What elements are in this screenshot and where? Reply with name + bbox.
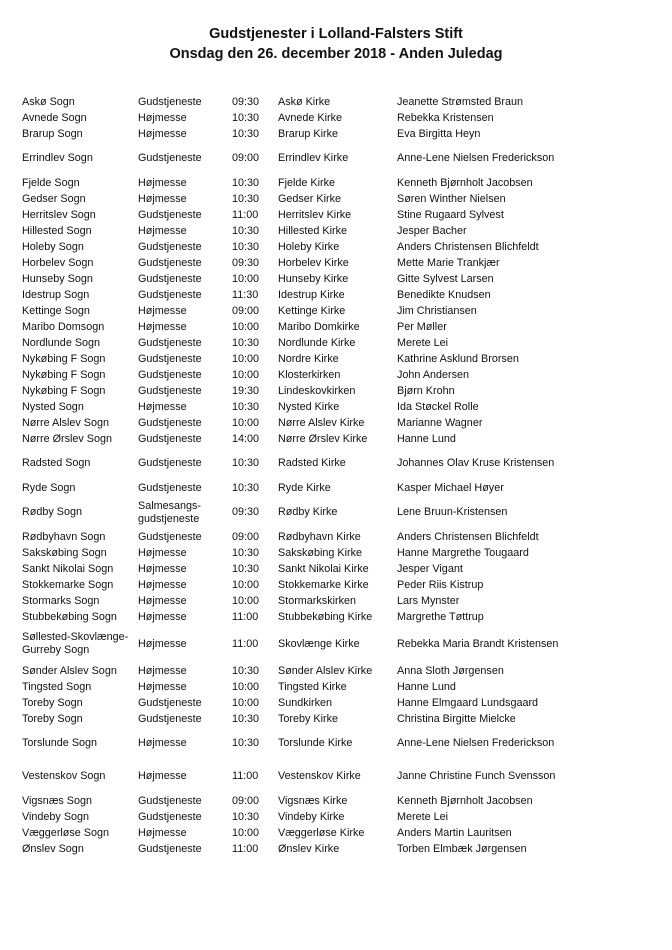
time-cell: 10:30 [232, 546, 260, 559]
table-row [22, 545, 577, 561]
table-row [22, 110, 577, 126]
church-cell: Rødbyhavn Kirke [278, 530, 361, 543]
table-row [22, 335, 577, 351]
church-cell: Brarup Kirke [278, 127, 339, 140]
parish-cell: Vestenskov Sogn [22, 770, 106, 782]
parish-cell: Nykøbing F Sogn [22, 368, 106, 381]
time-cell: 10:30 [232, 336, 260, 349]
table-row [22, 431, 577, 447]
priest-cell: Anna Sloth Jørgensen [397, 664, 504, 677]
table-row [22, 223, 577, 239]
table-row [22, 695, 577, 711]
parish-cell: Rødby Sogn [22, 506, 83, 518]
parish-cell: Vindeby Sogn [22, 810, 90, 823]
time-cell: 11:00 [232, 842, 259, 855]
church-cell: Lindeskovkirken [278, 384, 356, 397]
table-row [22, 447, 577, 480]
table-row [22, 207, 577, 223]
table-row [22, 825, 577, 841]
church-cell: Herritslev Kirke [278, 208, 352, 221]
time-cell: 09:30 [232, 256, 260, 269]
church-cell: Vestenskov Kirke [278, 770, 361, 782]
church-cell: Nørre Ørslev Kirke [278, 432, 368, 445]
service-cell: Højmesse [138, 610, 187, 623]
priest-cell: Ida Støckel Rolle [397, 400, 479, 413]
service-cell: Gudstjeneste [138, 457, 202, 469]
priest-cell: Hanne Elmgaard Lundsgaard [397, 696, 539, 709]
priest-cell: Jesper Vigant [397, 562, 463, 575]
parish-cell: Væggerløse Sogn [22, 826, 110, 839]
time-cell: 10:30 [232, 240, 260, 253]
table-row [22, 561, 577, 577]
table-row [22, 711, 577, 727]
priest-cell: Per Møller [397, 320, 447, 333]
time-cell: 09:00 [232, 794, 260, 807]
table-row [22, 415, 577, 431]
service-cell: Højmesse [138, 737, 187, 749]
time-cell: 10:30 [232, 562, 260, 575]
parish-cell: Nykøbing F Sogn [22, 384, 106, 397]
service-cell: Gudstjeneste [138, 256, 202, 269]
parish-cell: Ønslev Sogn [22, 842, 84, 855]
service-cell: Gudstjeneste [138, 208, 202, 221]
table-row [22, 480, 577, 496]
priest-cell: Rebekka Kristensen [397, 111, 494, 124]
parish-cell: Søllested-Skovlænge-Gurreby Sogn [22, 631, 129, 656]
priest-cell: Lars Mynster [397, 594, 460, 607]
church-cell: Sønder Alslev Kirke [278, 664, 373, 677]
table-row [22, 367, 577, 383]
church-cell: Torslunde Kirke [278, 737, 353, 749]
table-row [22, 529, 577, 545]
time-cell: 10:30 [232, 457, 260, 469]
service-cell: Højmesse [138, 680, 187, 693]
table-row [22, 679, 577, 695]
service-cell: Højmesse [138, 826, 187, 839]
title-block [0, 24, 672, 64]
table-row [22, 663, 577, 679]
church-cell: Ønslev Kirke [278, 842, 340, 855]
church-cell: Maribo Domkirke [278, 320, 360, 333]
parish-cell: Toreby Sogn [22, 696, 83, 709]
service-cell: Gudstjeneste [138, 416, 202, 429]
service-cell: Gudstjeneste [138, 432, 202, 445]
parish-cell: Idestrup Sogn [22, 288, 90, 301]
table-row [22, 496, 577, 529]
parish-cell: Stormarks Sogn [22, 594, 100, 607]
priest-cell: John Andersen [397, 368, 470, 381]
priest-cell: Bjørn Krohn [397, 384, 455, 397]
service-cell: Højmesse [138, 594, 187, 607]
time-cell: 10:30 [232, 712, 260, 725]
service-cell: Højmesse [138, 578, 187, 591]
church-cell: Nordre Kirke [278, 352, 339, 365]
table-row [22, 760, 577, 793]
parish-cell: Kettinge Sogn [22, 304, 90, 317]
service-cell: Højmesse [138, 176, 187, 189]
table-row [22, 609, 577, 625]
parish-cell: Hillested Sogn [22, 224, 92, 237]
church-cell: Ryde Kirke [278, 481, 331, 494]
table-row [22, 142, 577, 175]
table-row [22, 319, 577, 335]
parish-cell: Brarup Sogn [22, 127, 83, 140]
church-cell: Skovlænge Kirke [278, 637, 360, 650]
table-row [22, 577, 577, 593]
parish-cell: Nørre Alslev Sogn [22, 416, 110, 429]
parish-cell: Rødbyhavn Sogn [22, 530, 106, 543]
table-row [22, 191, 577, 207]
priest-cell: Torben Elmbæk Jørgensen [397, 842, 527, 855]
time-cell: 10:30 [232, 400, 260, 413]
service-cell: Højmesse [138, 304, 187, 317]
table-row [22, 625, 577, 663]
priest-cell: Mette Marie Trankjær [397, 256, 500, 269]
church-cell: Horbelev Kirke [278, 256, 349, 269]
service-cell: Gudstjeneste [138, 530, 202, 543]
table-row [22, 351, 577, 367]
parish-cell: Toreby Sogn [22, 712, 83, 725]
priest-cell: Anders Christensen Blichfeldt [397, 530, 539, 543]
time-cell: 10:30 [232, 737, 260, 749]
service-cell: Højmesse [138, 127, 187, 140]
priest-cell: Eva Birgitta Heyn [397, 127, 481, 140]
time-cell: 09:00 [232, 152, 260, 164]
service-cell: Gudstjeneste [138, 696, 202, 709]
time-cell: 10:00 [232, 320, 260, 333]
church-cell: Rødby Kirke [278, 506, 338, 518]
parish-cell: Radsted Sogn [22, 457, 91, 469]
service-cell: Højmesse [138, 770, 187, 782]
priest-cell: Hanne Lund [397, 432, 456, 445]
service-cell: Gudstjeneste [138, 712, 202, 725]
priest-cell: Stine Rugaard Sylvest [397, 208, 504, 221]
priest-cell: Jeanette Strømsted Braun [397, 95, 524, 108]
priest-cell: Merete Lei [397, 336, 449, 349]
parish-cell: Holeby Sogn [22, 240, 84, 253]
document-title: Gudstjenester i Lolland-Falsters Stift [209, 26, 463, 42]
services-table-body [22, 94, 577, 857]
service-cell: Gudstjeneste [138, 810, 202, 823]
table-row [22, 126, 577, 142]
church-cell: Errindlev Kirke [278, 152, 349, 164]
church-cell: Hillested Kirke [278, 224, 348, 237]
time-cell: 10:00 [232, 416, 260, 429]
time-cell: 10:30 [232, 810, 260, 823]
service-cell: Gudstjeneste [138, 95, 202, 108]
priest-cell: Christina Birgitte Mielcke [397, 712, 516, 725]
service-cell: Gudstjeneste [138, 384, 202, 397]
parish-cell: Nordlunde Sogn [22, 336, 101, 349]
time-cell: 09:30 [232, 506, 260, 518]
service-cell: Gudstjeneste [138, 288, 202, 301]
parish-cell: Maribo Domsogn [22, 320, 105, 333]
time-cell: 10:00 [232, 578, 260, 591]
time-cell: 10:30 [232, 481, 260, 494]
service-cell: Højmesse [138, 224, 187, 237]
table-row [22, 175, 577, 191]
priest-cell: Marianne Wagner [397, 416, 483, 429]
priest-cell: Benedikte Knudsen [397, 288, 491, 301]
priest-cell: Merete Lei [397, 810, 449, 823]
parish-cell: Horbelev Sogn [22, 256, 94, 269]
service-cell: Højmesse [138, 111, 187, 124]
parish-cell: Tingsted Sogn [22, 680, 92, 693]
church-cell: Vindeby Kirke [278, 810, 345, 823]
table-row [22, 303, 577, 319]
church-cell: Stokkemarke Kirke [278, 578, 369, 591]
service-cell: Gudstjeneste [138, 842, 202, 855]
church-cell: Sakskøbing Kirke [278, 546, 363, 559]
time-cell: 10:30 [232, 111, 260, 124]
church-cell: Kettinge Kirke [278, 304, 346, 317]
church-cell: Tingsted Kirke [278, 680, 347, 693]
table-row [22, 383, 577, 399]
church-cell: Sankt Nikolai Kirke [278, 562, 369, 575]
table-row [22, 239, 577, 255]
time-cell: 10:00 [232, 680, 260, 693]
parish-cell: Nysted Sogn [22, 400, 84, 413]
church-cell: Holeby Kirke [278, 240, 340, 253]
church-cell: Klosterkirken [278, 368, 341, 381]
table-row [22, 271, 577, 287]
time-cell: 10:30 [232, 127, 260, 140]
priest-cell: Hanne Lund [397, 680, 456, 693]
church-cell: Hunseby Kirke [278, 272, 349, 285]
priest-cell: Peder Riis Kistrup [397, 578, 484, 591]
church-cell: Askø Kirke [278, 95, 331, 108]
time-cell: 10:30 [232, 664, 260, 677]
parish-cell: Herritslev Sogn [22, 208, 96, 221]
priest-cell: Kathrine Asklund Brorsen [397, 352, 519, 365]
service-cell: Gudstjeneste [138, 240, 202, 253]
service-cell: Højmesse [138, 192, 187, 205]
parish-cell: Errindlev Sogn [22, 152, 93, 164]
time-cell: 09:30 [232, 95, 260, 108]
priest-cell: Johannes Olav Kruse Kristensen [397, 457, 555, 469]
table-row [22, 793, 577, 809]
priest-cell: Jesper Bacher [397, 224, 467, 237]
table-row [22, 399, 577, 415]
priest-cell: Jim Christiansen [397, 304, 477, 317]
services-table [22, 94, 577, 857]
parish-cell: Stokkemarke Sogn [22, 578, 114, 591]
church-cell: Nørre Alslev Kirke [278, 416, 365, 429]
church-cell: Stormarkskirken [278, 594, 356, 607]
church-cell: Nysted Kirke [278, 400, 340, 413]
priest-cell: Anders Christensen Blichfeldt [397, 240, 539, 253]
priest-cell: Hanne Margrethe Tougaard [397, 546, 529, 559]
service-cell: Gudstjeneste [138, 794, 202, 807]
time-cell: 10:00 [232, 594, 260, 607]
time-cell: 19:30 [232, 384, 260, 397]
service-cell: Højmesse [138, 400, 187, 413]
church-cell: Radsted Kirke [278, 457, 346, 469]
priest-cell: Anne-Lene Nielsen Frederickson [397, 737, 555, 749]
parish-cell: Vigsnæs Sogn [22, 794, 93, 807]
service-cell: Højmesse [138, 637, 187, 650]
parish-cell: Gedser Sogn [22, 192, 86, 205]
church-cell: Væggerløse Kirke [278, 826, 365, 839]
priest-cell: Janne Christine Funch Svensson [397, 770, 556, 782]
time-cell: 14:00 [232, 432, 260, 445]
table-row [22, 593, 577, 609]
church-cell: Gedser Kirke [278, 192, 342, 205]
time-cell: 11:00 [232, 208, 259, 221]
parish-cell: Torslunde Sogn [22, 737, 98, 749]
church-cell: Toreby Kirke [278, 712, 339, 725]
priest-cell: Lene Bruun-Kristensen [397, 506, 508, 518]
table-row [22, 255, 577, 271]
parish-cell: Nørre Ørslev Sogn [22, 432, 112, 445]
time-cell: 11:00 [232, 637, 259, 650]
service-cell: Gudstjeneste [138, 272, 202, 285]
priest-cell: Kenneth Bjørnholt Jacobsen [397, 794, 533, 807]
time-cell: 10:00 [232, 368, 260, 381]
parish-cell: Hunseby Sogn [22, 272, 93, 285]
priest-cell: Gitte Sylvest Larsen [397, 272, 494, 285]
service-cell: Gudstjeneste [138, 368, 202, 381]
priest-cell: Kenneth Bjørnholt Jacobsen [397, 176, 533, 189]
table-row [22, 841, 577, 857]
table-row [22, 727, 577, 760]
priest-cell: Anders Martin Lauritsen [397, 826, 512, 839]
church-cell: Stubbekøbing Kirke [278, 610, 373, 623]
service-cell: Gudstjeneste [138, 352, 202, 365]
priest-cell: Margrethe Tøttrup [397, 610, 484, 623]
priest-cell: Kasper Michael Høyer [397, 481, 504, 494]
parish-cell: Ryde Sogn [22, 481, 76, 494]
parish-cell: Nykøbing F Sogn [22, 352, 106, 365]
parish-cell: Sakskøbing Sogn [22, 546, 107, 559]
time-cell: 10:00 [232, 352, 260, 365]
service-cell: Højmesse [138, 664, 187, 677]
time-cell: 11:00 [232, 770, 259, 782]
parish-cell: Stubbekøbing Sogn [22, 610, 117, 623]
church-cell: Nordlunde Kirke [278, 336, 356, 349]
church-cell: Vigsnæs Kirke [278, 794, 348, 807]
time-cell: 10:30 [232, 176, 260, 189]
parish-cell: Sønder Alslev Sogn [22, 664, 117, 677]
parish-cell: Fjelde Sogn [22, 176, 80, 189]
time-cell: 09:00 [232, 304, 260, 317]
church-cell: Fjelde Kirke [278, 176, 336, 189]
service-cell: Højmesse [138, 562, 187, 575]
time-cell: 10:00 [232, 826, 260, 839]
parish-cell: Avnede Sogn [22, 111, 87, 124]
service-cell: Salmesangs-gudstjeneste [138, 499, 202, 525]
church-cell: Sundkirken [278, 696, 333, 709]
service-cell: Gudstjeneste [138, 152, 202, 164]
priest-cell: Rebekka Maria Brandt Kristensen [397, 637, 559, 650]
time-cell: 10:30 [232, 192, 260, 205]
document-subtitle: Onsdag den 26. december 2018 - Anden Juledag [169, 46, 503, 62]
time-cell: 11:00 [232, 610, 259, 623]
table-row [22, 809, 577, 825]
time-cell: 10:00 [232, 272, 260, 285]
church-cell: Avnede Kirke [278, 111, 343, 124]
time-cell: 11:30 [232, 288, 259, 301]
service-cell: Gudstjeneste [138, 481, 202, 494]
time-cell: 09:00 [232, 530, 260, 543]
priest-cell: Anne-Lene Nielsen Frederickson [397, 152, 555, 164]
service-cell: Højmesse [138, 546, 187, 559]
service-cell: Højmesse [138, 320, 187, 333]
church-cell: Idestrup Kirke [278, 288, 345, 301]
table-row [22, 94, 577, 110]
parish-cell: Askø Sogn [22, 95, 75, 108]
time-cell: 10:00 [232, 696, 260, 709]
service-cell: Gudstjeneste [138, 336, 202, 349]
parish-cell: Sankt Nikolai Sogn [22, 562, 114, 575]
time-cell: 10:30 [232, 224, 260, 237]
priest-cell: Søren Winther Nielsen [397, 192, 506, 205]
table-row [22, 287, 577, 303]
